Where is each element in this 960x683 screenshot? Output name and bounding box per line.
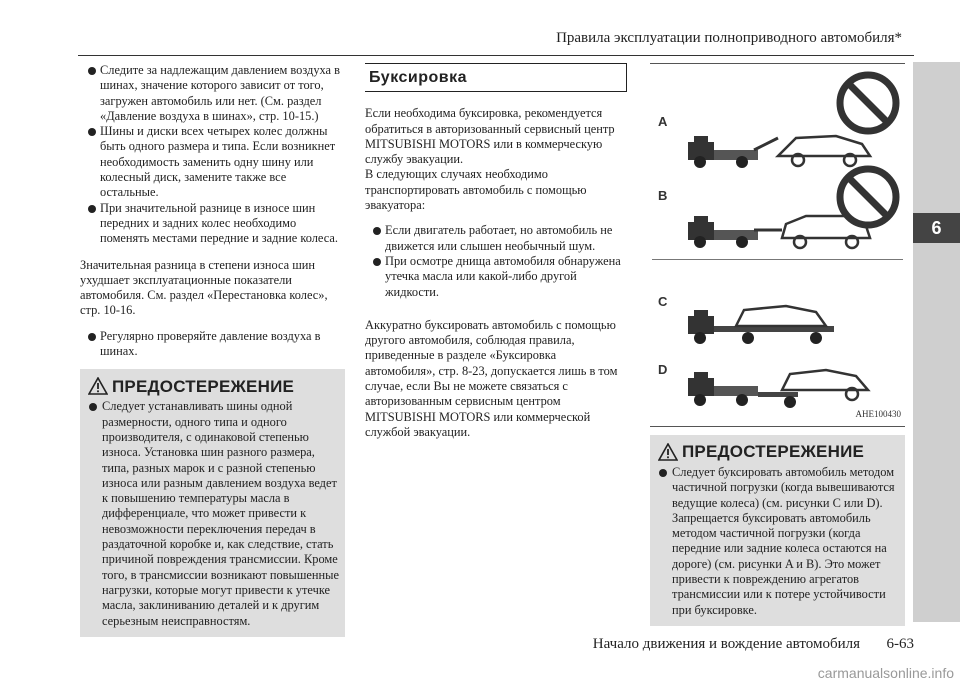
- figure-divider: [652, 259, 903, 260]
- warning-title-text: ПРЕДОСТЕРЕЖЕНИЕ: [682, 442, 865, 462]
- figure-label-a: A: [658, 114, 668, 129]
- figure-code: AHE100430: [855, 408, 901, 419]
- warning-triangle-icon: [88, 377, 108, 395]
- chapter-tab-active[interactable]: 6: [913, 213, 960, 243]
- header-title: Правила эксплуатации полноприводного автомобиля*: [556, 30, 902, 46]
- pressure-bullets: [80, 329, 345, 360]
- figure-label-d: D: [658, 362, 668, 377]
- column-right: [650, 63, 905, 626]
- column-middle: [365, 63, 627, 440]
- list-item: Следует устанавливать шины одной размерности, одного типа и одного производителя, с одинаковой степенью износа. Установка шин разного размера, типа, разных марок и с разной степенью износа или разным давлением воздуха ведет к повышению температуры масла в дифференциале, что может привести к невозможности переключения передач в раздаточной коробке и, как следствие, стать причиной повреждения трансмиссии. Кроме того, в трансмиссии возникают повышенные нагрузки, которые могут привести к утечке масла, заклиниванию деталей и к другим серьезным неисправностям.: [80, 399, 345, 628]
- warning-title-text: ПРЕДОСТЕРЕЖЕНИЕ: [112, 376, 295, 396]
- towing-other-vehicle-paragraph: Аккуратно буксировать автомобиль с помощью другого автомобиля, соблюдая правила, приведенные в разделе «Буксировка автомобиля», стр. 8-23, допускается лишь в том случае, если Вы не можете связаться с авторизованным сервисным центром MITSUBISHI MOTORS или коммерческой службой эвакуации.: [365, 317, 618, 439]
- warning-box: [80, 369, 345, 636]
- warning-list: [80, 399, 345, 628]
- tire-bullets: [80, 63, 345, 247]
- figure-label-b: B: [658, 188, 668, 203]
- towing-intro-paragraph: Если необходима буксировка, рекомендуется обратиться в авторизованный сервисный центр MITSUBISHI MOTORS или в коммерческую службу эвакуации.: [365, 106, 615, 167]
- towing-bullets: [365, 223, 627, 299]
- list-item: Шины и диски всех четырех колес должны быть одного размера и типа. Если возникнет необходимость заменить одну шину или колесный диск, замените также все остальные.: [80, 124, 345, 200]
- towing-cases-paragraph: В следующих случаях необходимо транспортировать автомобиль с помощью эвакуатора:: [365, 167, 587, 213]
- figure-label-c: C: [658, 294, 668, 309]
- watermark: carmanualsonline.info: [817, 665, 954, 681]
- list-item: Регулярно проверяйте давление воздуха в шинах.: [80, 329, 345, 360]
- warning-triangle-icon: [658, 443, 678, 461]
- page-number: 6-63: [886, 636, 914, 652]
- warning-box: [650, 435, 905, 626]
- flatbed-truck-icon: [686, 300, 876, 346]
- column-left: [80, 63, 345, 637]
- chapter-tab-strip: [913, 62, 960, 622]
- no-sign-icon: [835, 70, 901, 136]
- list-item: Следует буксировать автомобиль методом частичной погрузки (когда вывешиваются ведущие колеса) (см. рисунки C или D). Запрещается буксировать автомобиль методом частичной погрузки (когда передние или задние колеса остаются на дороге) (см. рисунки A и B). Это может привести к повреждению агрегатов трансмиссии или к потере устойчивости при буксировке.: [650, 465, 905, 618]
- footer-section-title: Начало движения и вождение автомобиля: [592, 636, 860, 652]
- tire-wear-paragraph: Значительная разница в степени износа шин ухудшает эксплуатационные показатели автомобиля. См. раздел «Перестановка колес», стр. 10-16.: [80, 257, 328, 318]
- tow-truck-icon: [686, 210, 876, 252]
- warning-list: [650, 465, 905, 618]
- warning-title: [80, 369, 345, 399]
- list-item: Следите за надлежащим давлением воздуха в шинах, значение которого зависит от того, загружен автомобиль или нет. (См. раздел «Давление воздуха в шинах», стр. 10-15.): [80, 63, 345, 124]
- list-item: Если двигатель работает, но автомобиль не движется или слышен необычный шум.: [365, 223, 627, 254]
- warning-title: [650, 435, 905, 465]
- list-item: При значительной разнице в износе шин передних и задних колес необходимо поменять местами передние и задние колеса.: [80, 201, 345, 247]
- dolly-trailer-icon: [686, 364, 876, 410]
- list-item: При осмотре днища автомобиля обнаружена утечка масла или какой-либо другой жидкости.: [365, 254, 627, 300]
- towing-figure: [650, 63, 905, 427]
- section-heading-towing: Буксировка: [365, 63, 627, 92]
- header-rule: [78, 55, 914, 56]
